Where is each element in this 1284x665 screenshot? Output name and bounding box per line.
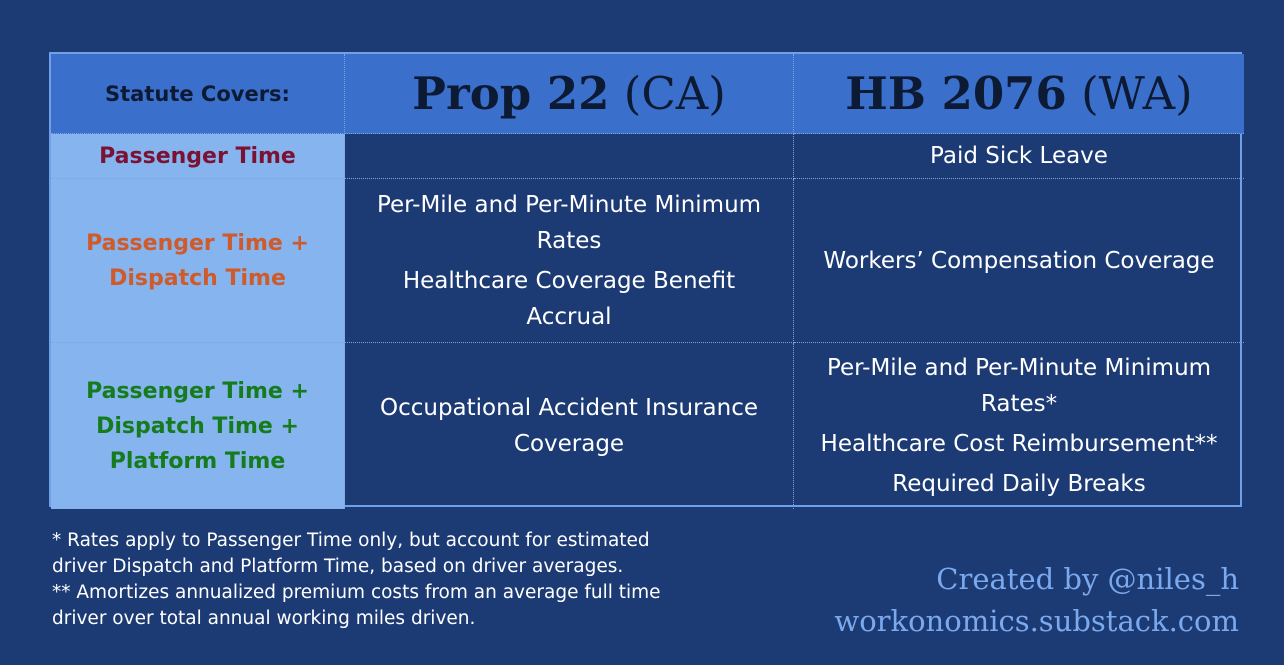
row-label-line: Dispatch Time <box>109 265 286 291</box>
comparison-table <box>49 52 1242 507</box>
provision-item: Per-Mile and Per-Minute Minimum Rates* <box>826 355 1212 417</box>
header-label-cell <box>51 54 345 134</box>
row-label-platform <box>51 343 345 509</box>
header-prop22 <box>412 67 726 120</box>
provision-item: Healthcare Cost Reimbursement** <box>820 431 1218 457</box>
footnotes <box>52 528 752 632</box>
header-label: Statute Covers: <box>105 81 290 106</box>
header-hb2076-state: (WA) <box>1066 67 1193 120</box>
footnote-line: * Rates apply to Passenger Time only, but account for estimated <box>52 530 650 551</box>
row-label-line: Passenger Time <box>99 143 296 169</box>
header-prop22-cell <box>345 54 794 134</box>
credit-site: workonomics.substack.com <box>834 604 1239 638</box>
row-label-line: Passenger Time + <box>86 378 309 404</box>
prop22-platform-cell <box>345 343 794 509</box>
row-label-line: Platform Time <box>109 448 286 474</box>
row-label-line: Passenger Time + <box>86 230 309 256</box>
header-hb2076-cell <box>794 54 1244 134</box>
header-prop22-state: (CA) <box>609 67 726 120</box>
provision-item: Healthcare Coverage Benefit Accrual <box>402 267 736 330</box>
hb2076-dispatch-cell <box>794 179 1244 343</box>
row-label-line: Dispatch Time + <box>96 413 299 439</box>
provision-item: Occupational Accident Insurance Coverage <box>379 395 759 457</box>
row-label-passenger <box>51 134 345 179</box>
provision-item: Per-Mile and Per-Minute Minimum Rates <box>376 191 762 254</box>
hb2076-platform-cell <box>794 343 1244 509</box>
provision-item: Paid Sick Leave <box>930 143 1108 169</box>
footnote-line: driver over total annual working miles driven. <box>52 608 476 629</box>
header-hb2076-name: HB 2076 <box>845 67 1067 120</box>
header-prop22-name: Prop 22 <box>412 67 610 120</box>
header-hb2076 <box>845 67 1192 120</box>
credit-author: Created by @niles_h <box>936 562 1239 596</box>
footnote-line: ** Amortizes annualized premium costs from an average full time <box>52 582 661 603</box>
footnote-line: driver Dispatch and Platform Time, based on driver averages. <box>52 556 624 577</box>
credits <box>834 558 1239 642</box>
prop22-passenger-cell <box>345 134 794 179</box>
hb2076-passenger-cell <box>794 134 1244 179</box>
row-label-dispatch <box>51 179 345 343</box>
provision-item: Required Daily Breaks <box>892 471 1146 497</box>
prop22-dispatch-cell <box>345 179 794 343</box>
provision-item: Workers’ Compensation Coverage <box>823 247 1215 274</box>
